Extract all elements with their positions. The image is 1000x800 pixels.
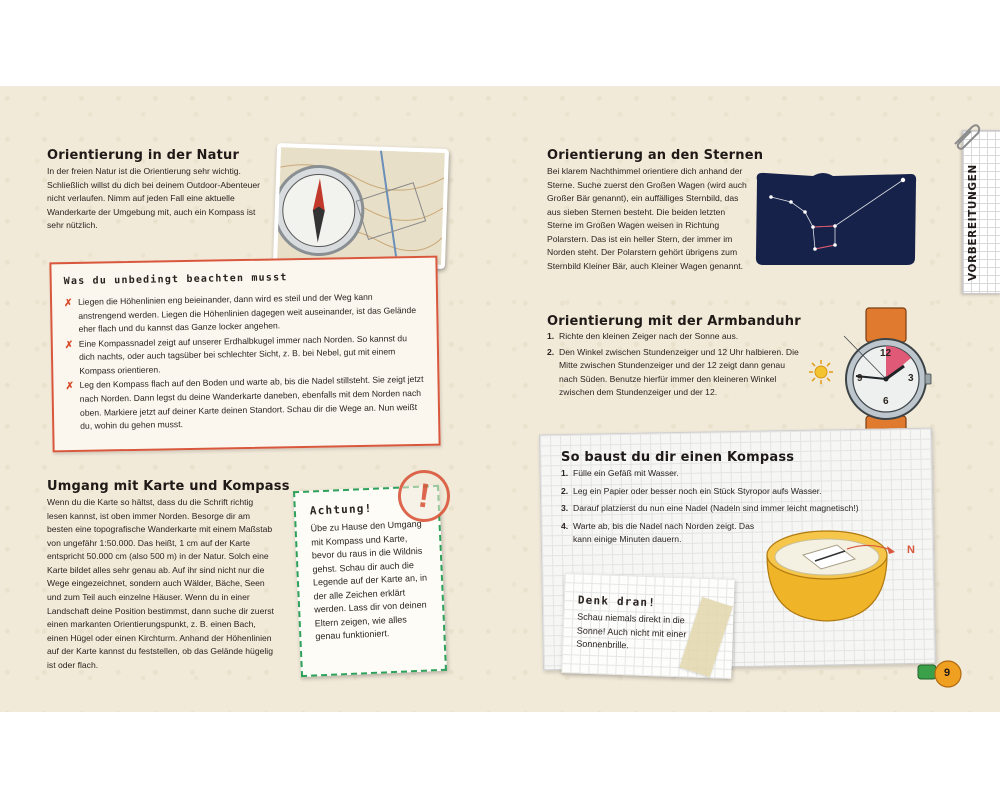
natur-text: In der freien Natur ist die Orientierung sehr wichtig. Schließlich willst du dich bei deinem Outdoor-Abenteuer nicht verlaufen. Nimm auf jeden Fall eine aktuelle Wanderkarte der Umgebung mit, auch ein Kompass ist sehr nützlich. [47,166,261,231]
list-item: 2. Leg ein Papier oder besser noch ein Stück Styropor aufs Wasser. [561,485,822,496]
star-chart [753,170,918,267]
paperclip-icon [952,122,982,155]
list-item: 3. Darauf platzierst du nun eine Nadel (Nadeln sind immer leicht magnetisch!) [561,503,859,514]
water-bowl-illustration [765,527,925,623]
karte-text: Wenn du die Karte so hältst, dass du die Schrift richtig lesen kannst, ist oben immer Norden. Besorge dir am besten eine topografische Wanderkarte mit einem Maßstab von ungefähr 1:50.000. Das heißt, 1 cm auf der Karte entspricht 50.000 cm (also 500 m) in der Natur. Solch eine Karte bildet alles sehr genau ab. Auf ihr sind nicht nur die Wege eingezeichnet, sondern auch Wälder, Bäche, Seen und zum Teil auch einzelne Häuser. Wenn du in einer Landschaft deine Position bestimmst, dann suche dir zuerst einen markanten Orientierungspunkt, z. B. einen Bach, einen Hügel oder einen Kirchturm. Anhand der Höhenlinien auf der Karte kannst du feststellen, ob das Gelände hügelig ist oder flach. [47,497,274,670]
uhr-steps [547,330,802,402]
achtung-text: Übe zu Hause den Umgang mit Kompass und Karte, bevor du raus in die Wildnis gehst. Schau dir auch die Legende auf der Karte an, in der alle Zeichen erklärt werden. Lass dir von deinen Eltern zeigen, wie alles genau funktioniert. [310,518,428,642]
compass-photo [273,143,449,269]
list-item: 1. Fülle ein Gefäß mit Wasser. [561,468,679,478]
dial-6: 6 [883,396,889,407]
sterne-text: Bei klarem Nachthimmel orientiere dich anhand der Sterne. Suche zuerst den Großen Wagen (wird auch Großer Bär genannt), ein auffälliges Sternbild, das aus sieben Sternen besteht. Die beiden letzten Sterne im Großen Wagen weisen in Richtung Polarstern. Das ist ein heller Stern, der immer im Norden steht. Der Polarstern gehört übrigens zum Sternbild Kleiner Bär, auch Kleiner Wagen genannt. [547,166,747,272]
denk-dran-title: Denk dran! [577,593,657,610]
x-mark-icon: ✗ [64,339,74,351]
heading-armbanduhr: Orientierung mit der Armbanduhr [547,314,801,329]
list-item: ✗ Liegen die Höhenlinien eng beieinander, dann wird es steil und der Weg kann anstrengend werden. Liegen die Höhenlinien dagegen weit auseinander, ist das Gelände eher flach und du kannst das Ganze locker angehen. [63,291,417,335]
dial-9: 9 [857,373,863,384]
list-item: 1. Richte den kleinen Zeiger nach der Sonne aus. [547,331,739,341]
dial-12: 12 [880,348,892,359]
dial-3: 3 [908,373,914,384]
heading-karte-kompass: Umgang mit Karte und Kompass [47,479,290,494]
list-item: 4. Warte ab, bis die Nadel nach Norden zeigt. Das kann einige Minuten dauern. [561,520,755,545]
page-number: 9 [944,667,951,679]
heading-kompass-bauen: So baust du dir einen Kompass [561,450,795,465]
list-item: ✗ Eine Kompassnadel zeigt auf unserer Erdhalbkugel immer nach Norden. So kannst du dich nachts, oder auch tagsüber bei schlechter Sicht, z. B. bei Nebel, gut mit einem Kompass orientieren. [64,332,408,376]
heading-orientierung-natur: Orientierung in der Natur [47,148,240,163]
list-item: 2. Den Winkel zwischen Stundenzeiger und 12 Uhr halbieren. Die Mitte zwischen Stundenzeiger und der 12 zeigt dann genau nach Süden. Benutze hierfür immer den kleineren Winkel zwischen dem Stundenzeiger und der 12. [547,346,799,398]
x-mark-icon: ✗ [63,298,73,310]
list-item: ✗ Leg den Kompass flach auf den Boden und warte ab, bis die Nadel stillsteht. Sie zeigt jetzt nach Norden. Dann legst du deine Wanderkarte daneben, ebenfalls mit dem Norden nach oben. Markiere jetzt auf deiner Karte deinen Standort. Schau dir die Wege an. Nun weißt du, wohin du gehen musst. [65,374,424,432]
achtung-title: Achtung! [309,501,373,518]
beachten-title: Was du unbedingt beachten musst [63,272,288,288]
beachten-box [49,256,440,453]
stamp-glyph: ! [415,475,433,516]
north-label: N [907,544,915,556]
tab-label: VORBEREITUNGEN [967,164,979,281]
heading-sterne: Orientierung an den Sternen [547,148,764,163]
x-mark-icon: ✗ [65,381,75,393]
denk-dran-text: Schau niemals direkt in die Sonne! Auch nicht mit einer Sonnenbrille. [576,611,687,651]
beachten-list [64,290,424,434]
sun-icon [808,359,834,390]
page-number-badge [916,657,962,689]
